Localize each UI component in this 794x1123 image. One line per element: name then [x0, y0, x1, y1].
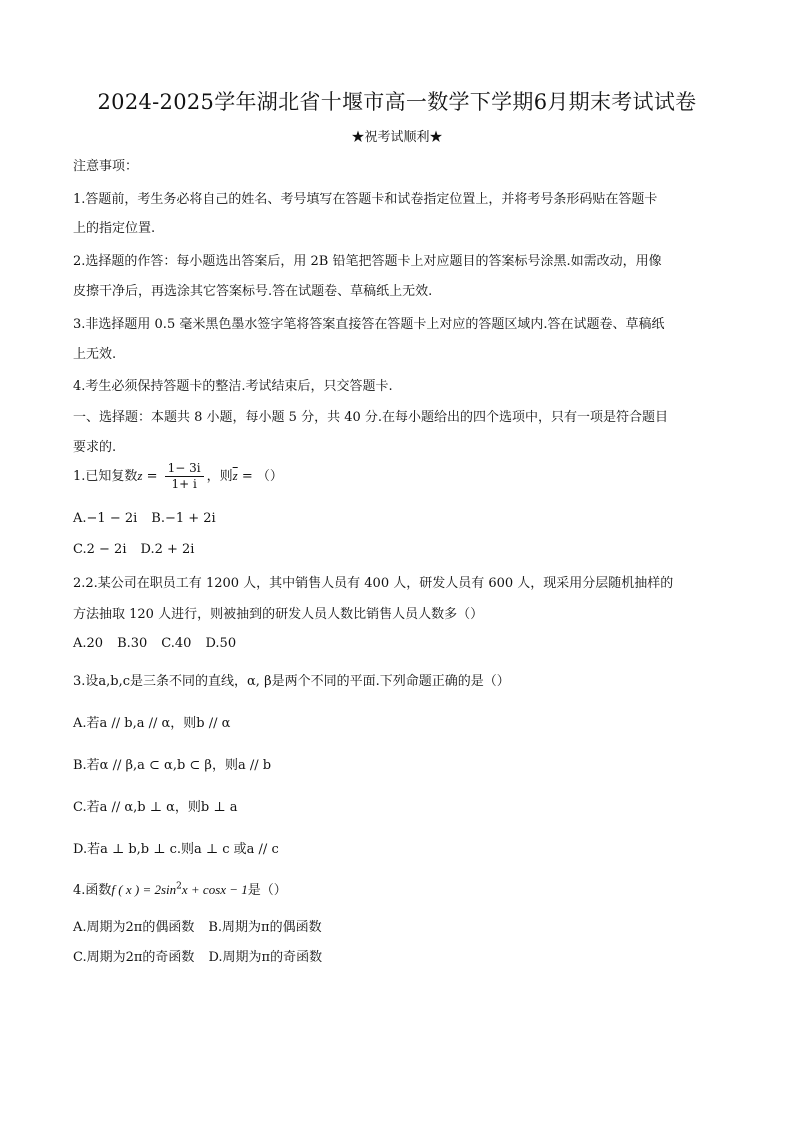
question-1-options-row-1 [73, 511, 230, 526]
q1-option-d: D.2 + 2i [140, 542, 195, 557]
notice-item-4: 4.考生必须保持答题卡的整洁.考试结束后，只交答题卡. [73, 379, 393, 394]
q3-option-c: C.若a // α,b ⊥ α，则b ⊥ a [73, 800, 238, 815]
question-4-options-row-2 [73, 946, 336, 965]
notice-item-2-line-1: 2.选择题的作答：每小题选出答案后，用 2B 铅笔把答题卡上对应题目的答案标号涂黑.如需改动，用像 [73, 254, 662, 269]
q1-fraction [165, 462, 204, 491]
q3-option-b: B.若α // β,a ⊂ α,b ⊂ β，则a // b [73, 758, 272, 773]
q4-option-a: A.周期为2π的偶函数 [73, 920, 195, 935]
q4-func-left: f ( x ) = 2sin [111, 882, 177, 897]
question-1-options-row-2 [73, 542, 208, 557]
q2-option-c: C.40 [161, 636, 192, 651]
notice-heading: 注意事项： [73, 159, 139, 174]
q3-option-a: A.若a // b,a // α，则b // α [73, 716, 231, 731]
q1-prefix: 1.已知复数 [73, 469, 138, 485]
q4-superscript: 2 [176, 881, 182, 892]
q1-z: z [137, 468, 143, 484]
q2-option-a: A.20 [73, 636, 104, 651]
q1-denominator: 1+ i [171, 477, 197, 492]
question-1-stem [73, 462, 283, 491]
q1-mid: ，则 [206, 469, 233, 485]
q1-eq: = [142, 469, 162, 485]
section-1-line-1: 一、选择题：本题共 8 小题，每小题 5 分，共 40 分.在每小题给出的四个选项中，只有一项是符合题目 [73, 410, 669, 425]
q3-option-d: D.若a ⊥ b,b ⊥ c.则a ⊥ c 或a // c [73, 842, 279, 857]
notice-item-3-line-1: 3.非选择题用 0.5 毫米黑色墨水签字笔将答案直接答在答题卡上对应的答题区域内.答在试题卷、草稿纸 [73, 317, 665, 332]
question-3-stem: 3.设a,b,c是三条不同的直线，α, β是两个不同的平面.下列命题正确的是（） [73, 674, 510, 689]
page-subtitle: ★祝考试顺利★ [351, 130, 443, 145]
q1-option-b: B.−1 + 2i [151, 511, 216, 526]
q1-option-a: A.−1 − 2i [73, 511, 138, 526]
q4-prefix: 4.函数 [73, 883, 112, 898]
question-4-options-row-1 [73, 916, 336, 935]
q4-option-b: B.周期为π的偶函数 [208, 920, 322, 935]
page-title: 2024-2025学年湖北省十堰市高一数学下学期6月期末考试试卷 [97, 90, 697, 114]
q1-zbar: $\overline{z}$ [232, 468, 238, 484]
q2-option-b: B.30 [117, 636, 148, 651]
notice-item-1-line-1: 1.答题前，考生务必将自己的姓名、考号填写在答题卡和试卷指定位置上，并将考号条形码贴在答题卡 [73, 192, 658, 207]
q1-numerator: 1− 3i [165, 462, 204, 477]
q1-tail: = （） [237, 469, 283, 485]
q2-option-d: D.50 [205, 636, 237, 651]
question-2-line-1: 2.2.某公司在职员工有 1200 人，其中销售人员有 400 人，研发人员有 600 人，现采用分层随机抽样的 [73, 576, 674, 591]
notice-item-3-line-2: 上无效. [73, 347, 117, 362]
notice-item-2-line-2: 皮擦干净后，再选涂其它答案标号.答在试题卷、草稿纸上无效. [73, 284, 433, 299]
q4-func-right: x + cosx − 1 [181, 882, 248, 897]
q4-option-d: D.周期为π的奇函数 [208, 950, 323, 965]
question-4-stem [73, 879, 287, 898]
q4-tail: 是（） [247, 883, 287, 898]
question-2-options [73, 636, 250, 651]
section-1-line-2: 要求的. [73, 440, 117, 455]
notice-item-1-line-2: 上的指定位置. [73, 221, 156, 236]
q4-option-c: C.周期为2π的奇函数 [73, 950, 195, 965]
q1-option-c: C.2 − 2i [73, 542, 127, 557]
question-2-line-2: 方法抽取 120 人进行，则被抽到的研发人员人数比销售人员人数多（） [73, 607, 484, 622]
